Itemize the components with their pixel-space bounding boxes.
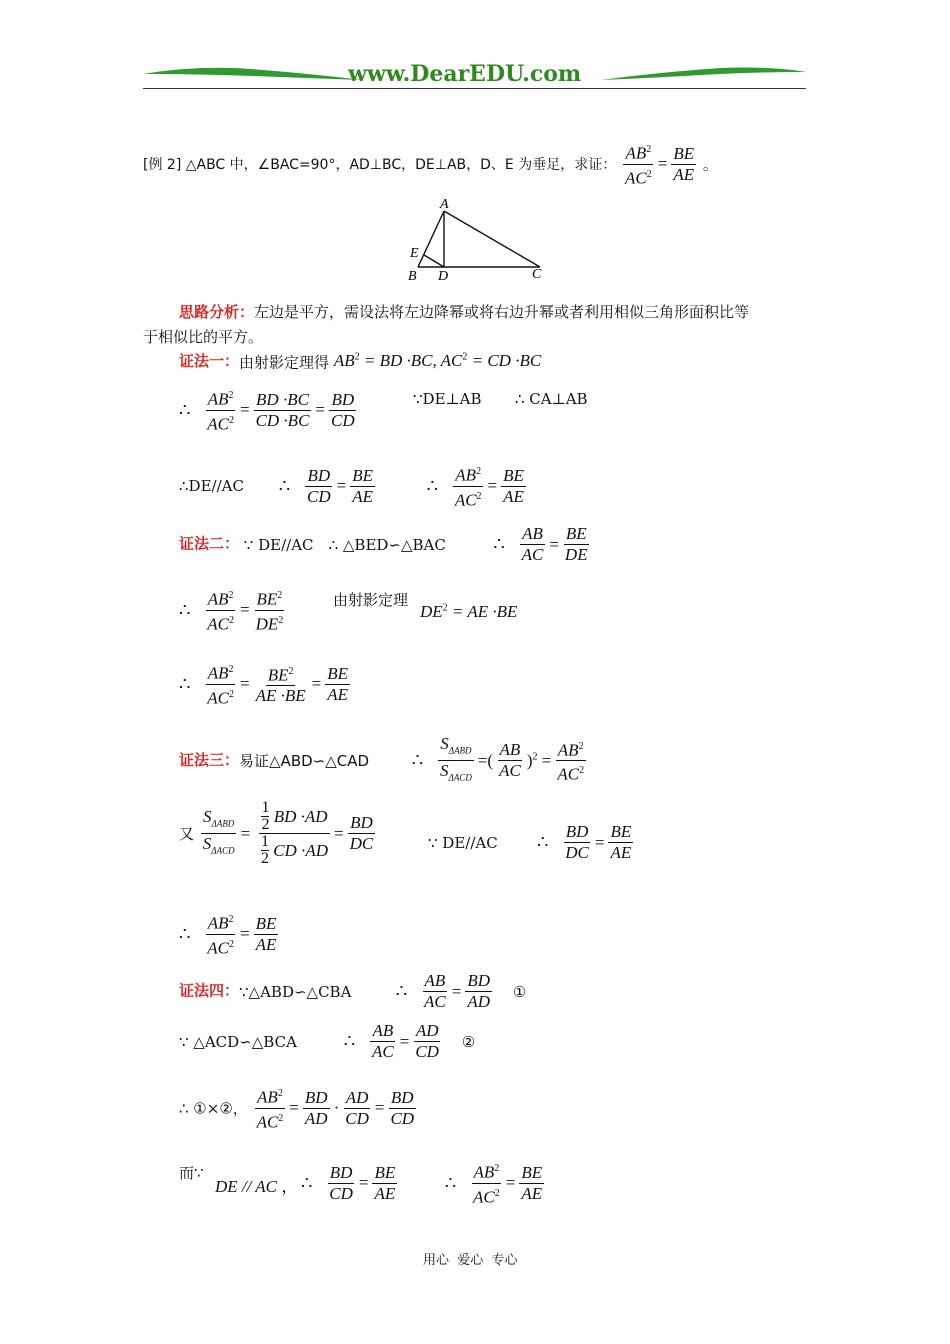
math-fraction: $\frac{BE^2}{DE^2}$: [254, 586, 286, 634]
math-fraction: $\frac{AD}{CD}$: [415, 1021, 439, 1061]
proof3-line-1: 证法三：易证△ABD∽△CAD ∴ $\frac{S_{\Delta ABD}}{S_{\Delta ACD}}$ =( $\frac{AB}{AC}$ )$^2$ = $\frac{AB^2}{AC^2}$: [179, 734, 588, 788]
proof3-conclusion-1: ∴ $\frac{BD}{DC}$ = $\frac{BE}{AE}$: [537, 822, 632, 862]
math-expression: DE // AC ，: [215, 1177, 299, 1196]
therefore-symbol: ∴: [278, 475, 291, 497]
circle-one: ①: [512, 982, 527, 1001]
analysis-text-1: 左边是平方，需设法将左边降幂或将右边升幂或者利用相似三角形面积比等: [254, 303, 750, 321]
therefore-symbol: ∴: [395, 981, 408, 1002]
math-fraction: $\frac{BD}{DC}$: [565, 822, 589, 862]
math-fraction: $\frac{BE^2}{AE \cdot BE}$: [254, 662, 308, 707]
proof3-text: 易证△ABD∽△CAD: [239, 752, 370, 771]
math-fraction: $\frac{BD}{CD}$: [329, 1162, 353, 1203]
math-fraction: $\frac{BD}{AD}$: [467, 971, 491, 1011]
point-label-b: B: [408, 269, 417, 284]
triangle-figure: [400, 195, 560, 285]
proof4-and-because: 而∵: [179, 1164, 204, 1182]
proof1-line-2: ∴ $\frac{AB^2}{AC^2}$ = $\frac{BD \cdot BC}{CD \cdot BC}$ = $\frac{BD}{CD}$: [179, 386, 359, 434]
circle-two: ②: [461, 1032, 476, 1051]
math-fraction: $\frac{BE}{AE}$: [255, 913, 277, 954]
point-label-a: A: [440, 197, 449, 212]
math-fraction: $\frac{BD}{CD}$: [390, 1087, 415, 1128]
site-logo: www.DearEDU.com: [348, 61, 582, 87]
example-statement: [例 2] △ABC 中，∠BAC=90°，AD⊥BC，DE⊥AB，D、E 为垂足，求证： $\frac{AB^2}{AC^2}$ = $\frac{BE}{AE}$ 。: [143, 140, 718, 188]
math-fraction: $\frac{AB^2}{AC^2}$: [555, 737, 586, 785]
math-fraction: $\frac{BE}{AE}$: [610, 822, 632, 862]
point-label-e: E: [410, 246, 419, 261]
math-fraction: 1 2 BD ·AD 1 2 CD ·AD: [260, 799, 328, 867]
proof4-line-4: ∴ $\frac{BD}{CD}$ = $\frac{BE}{AE}$ ∴ $\frac{AB^2}{AC^2}$ = $\frac{BE}{AE}$: [301, 1159, 546, 1207]
math-fraction: $\frac{AB}{AC}$: [424, 971, 446, 1011]
proof4-line-2: ∵ △ACD∽△BCA ∴ $\frac{AB}{AC}$ = $\frac{AD}{CD}$ ②: [179, 1021, 476, 1061]
math-fraction: $\frac{BE}{AE}$: [327, 663, 348, 704]
therefore-symbol: ∴: [343, 1031, 356, 1052]
math-fraction: $\frac{BE}{AE}$: [673, 143, 695, 184]
therefore-symbol: ∴: [179, 923, 191, 945]
therefore-symbol: ∴: [493, 534, 505, 555]
math-expression: $DE^2$ = AE ·BE: [420, 602, 518, 621]
analysis-line-2: 于相似比的平方。: [143, 328, 264, 346]
banner-swoosh-right: [601, 64, 806, 84]
math-fraction: $\frac{AB^2}{AC^2}$: [205, 910, 236, 958]
example-text: [例 2] △ABC 中，∠BAC=90°，AD⊥BC，DE⊥AB，D、E 为垂足，求证：: [143, 157, 617, 174]
proof1-line-3: ∴DE//AC ∴ $\frac{BD}{CD}$ = $\frac{BE}{AE}$ ∴ $\frac{AB^2}{AC^2}$ = $\frac{BE}{AE}$: [179, 462, 528, 510]
therefore-symbol: ∴: [179, 399, 191, 421]
proof2-line-1: 证法二： ∵ DE//AC ∴ △BED∽△BAC ∴ $\frac{AB}{AC}$ = $\frac{BE}{DE}$: [179, 524, 588, 564]
math-fraction: $\frac{AB^2}{AC^2}$: [623, 140, 654, 188]
math-fraction: $\frac{BE}{AE}$: [352, 465, 374, 506]
proof1-line-1: [179, 350, 541, 373]
therefore-symbol: ∴: [411, 750, 424, 772]
proof4-sim1: ∵△ABD∽△CBA: [239, 982, 352, 1001]
proof4-line-1: 证法四：∵△ABD∽△CBA ∴ $\frac{AB}{AC}$ = $\frac{BD}{AD}$ ①: [179, 971, 527, 1011]
math-fraction: $\frac{AB^2}{AC^2}$: [255, 1084, 286, 1132]
proof1-title: 证法一：: [179, 352, 240, 370]
math-fraction: $\frac{AD}{CD}$: [345, 1087, 369, 1128]
proof4-title: 证法四：: [179, 981, 240, 1000]
math-fraction: $\frac{BD}{CD}$: [331, 389, 355, 430]
math-fraction: $\frac{BD}{CD}$: [307, 465, 331, 506]
proof2-line-3: ∴ $\frac{AB^2}{AC^2}$ = $\frac{BE^2}{AE \cdot BE}$ = $\frac{BE}{AE}$: [179, 660, 352, 708]
proof2-projection: 由射影定理: [333, 591, 409, 609]
math-fraction: $\frac{AB}{AC}$: [372, 1021, 394, 1061]
header-banner: [143, 60, 806, 92]
proof2-title: 证法二：: [179, 534, 240, 553]
proof1-because: ∵DE⊥AB: [413, 390, 482, 408]
proof3-because: ∵ DE//AC: [428, 834, 498, 852]
proof2-line-2: ∴ $\frac{AB^2}{AC^2}$ = $\frac{BE^2}{DE^2}$: [179, 586, 287, 634]
point-label-d: D: [438, 269, 449, 284]
math-fraction: $\frac{BE}{DE}$: [564, 524, 588, 564]
proof1-therefore-ca: ∴ CA⊥AB: [515, 390, 588, 408]
page-footer: 用心 爱心 专心: [423, 1253, 518, 1268]
math-fraction: $\frac{BD}{DC}$: [349, 813, 374, 853]
math-fraction: $\frac{AB^2}{AC^2}$: [205, 660, 236, 708]
math-fraction: $\frac{S_{\Delta ABD}}{S_{\Delta ACD}}$: [202, 806, 235, 856]
proof2-because: ∵ DE//AC: [243, 535, 314, 554]
therefore-symbol: ∴: [179, 599, 191, 621]
proof4-multiply: ∴ ①×②，: [179, 1099, 248, 1118]
point-label-c: C: [532, 267, 542, 282]
proof3-line-3: ∴ $\frac{AB^2}{AC^2}$ = $\frac{BE}{AE}$: [179, 910, 280, 958]
therefore-symbol: ∴: [426, 475, 439, 497]
therefore-symbol: ∴: [444, 1172, 457, 1194]
math-fraction: $\frac{AB^2}{AC^2}$: [205, 386, 236, 434]
math-fraction: $\frac{BE}{AE}$: [503, 465, 524, 506]
math-fraction: $\frac{BE}{AE}$: [521, 1162, 543, 1203]
math-fraction: $\frac{S_{\Delta ABD}}{S_{\Delta ACD}}$: [440, 734, 472, 783]
math-expression: $AB^2$ = BD ·BC, $AC^2$ = CD ·BC: [333, 351, 542, 370]
math-fraction: $\frac{AB^2}{AC^2}$: [205, 586, 236, 634]
analysis-title: 思路分析：: [179, 303, 255, 321]
proof2-therefore-sim: ∴ △BED∽△BAC: [328, 535, 446, 554]
proof1-de-ac: ∴DE//AC: [179, 477, 244, 496]
proof4-sim2: ∵ △ACD∽△BCA: [179, 1032, 297, 1051]
proof3-title: 证法三：: [179, 750, 240, 769]
math-fraction: $\frac{AB^2}{AC^2}$: [453, 462, 484, 510]
proof3-line-2: 又 $\frac{S_{\Delta ABD}}{S_{\Delta ACD}}$ = 1 2 BD ·AD 1 2 CD ·AD = $\frac{BD}{DC}$: [179, 799, 374, 867]
therefore-symbol: ∴: [537, 832, 549, 853]
therefore-symbol: ∴: [179, 673, 191, 695]
math-fraction: $\frac{BD \cdot BC}{CD \cdot BC}$: [255, 389, 310, 430]
proof3-again: 又: [179, 825, 195, 843]
math-fraction: $\frac{AB^2}{AC^2}$: [471, 1159, 502, 1207]
therefore-symbol: ∴: [301, 1172, 313, 1194]
math-fraction: $\frac{AB}{AC}$: [499, 740, 521, 781]
math-fraction: $\frac{BD}{AD}$: [304, 1087, 328, 1128]
period: 。: [702, 155, 718, 174]
proof1-text: 由射影定理得: [239, 353, 330, 372]
analysis-line-1: [179, 301, 749, 322]
proof4-line-3: ∴ ①×②， $\frac{AB^2}{AC^2}$ = $\frac{BD}{AD}$ · $\frac{AD}{CD}$ = $\frac{BD}{CD}$: [179, 1084, 418, 1132]
math-fraction: $\frac{AB}{AC}$: [521, 524, 544, 564]
header-rule: [143, 88, 806, 89]
banner-swoosh-left: [143, 64, 363, 84]
math-fraction: $\frac{BE}{AE}$: [374, 1162, 396, 1203]
